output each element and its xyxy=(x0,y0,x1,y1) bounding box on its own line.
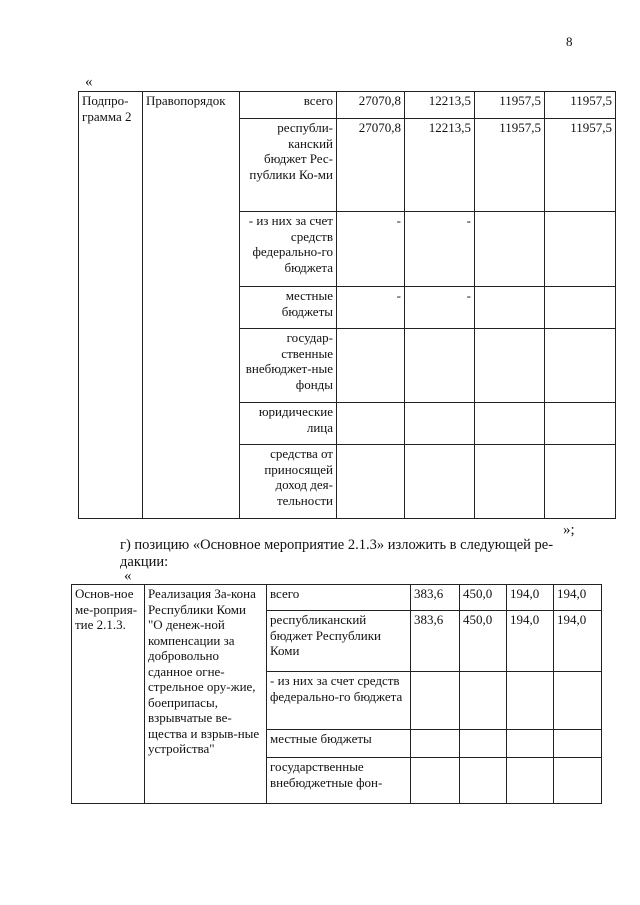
table-cell xyxy=(507,758,554,804)
table-cell xyxy=(475,445,545,519)
table-cell: государ-ственные внебюджет-ные фонды xyxy=(240,329,337,403)
table-cell xyxy=(460,730,507,758)
table-cell xyxy=(337,403,405,445)
table-cell xyxy=(475,403,545,445)
table-cell xyxy=(545,445,616,519)
table-cell: всего xyxy=(267,585,411,611)
table-cell: республи-канский бюджет Рес-публики Ко-ми xyxy=(240,119,337,212)
table-cell: 11957,5 xyxy=(475,92,545,119)
subprogram-cell: Подпро-грамма 2 xyxy=(79,92,143,519)
table-cell: - из них за счет средств федерально-го бюджета xyxy=(240,212,337,287)
table-cell: местные бюджеты xyxy=(240,287,337,329)
table-cell xyxy=(554,758,602,804)
table-cell: 383,6 xyxy=(411,611,460,672)
table-cell xyxy=(411,758,460,804)
table-cell: всего xyxy=(240,92,337,119)
table-cell: 11957,5 xyxy=(545,119,616,212)
table-cell: республиканский бюджет Республики Коми xyxy=(267,611,411,672)
open-quote-1: « xyxy=(85,74,93,90)
table-subprogram-2 xyxy=(78,91,616,519)
table-cell xyxy=(545,212,616,287)
table-cell: 11957,5 xyxy=(545,92,616,119)
table-cell xyxy=(545,403,616,445)
table-cell xyxy=(405,403,475,445)
table-cell: 383,6 xyxy=(411,585,460,611)
table-cell: - xyxy=(337,212,405,287)
table-cell xyxy=(475,212,545,287)
table-cell: - xyxy=(337,287,405,329)
open-quote-2: « xyxy=(124,568,132,584)
page-number: 8 xyxy=(566,34,573,49)
table-cell: государственные внебюджетные фон- xyxy=(267,758,411,804)
table-cell: средства от приносящей доход дея-тельности xyxy=(240,445,337,519)
table-cell: 27070,8 xyxy=(337,119,405,212)
table-cell xyxy=(405,445,475,519)
table-cell xyxy=(460,758,507,804)
table-cell: 194,0 xyxy=(507,585,554,611)
table-measure-2-1-3 xyxy=(71,584,602,804)
table-cell: 450,0 xyxy=(460,611,507,672)
table-cell: 194,0 xyxy=(507,611,554,672)
table-cell: 12213,5 xyxy=(405,119,475,212)
table-cell: 450,0 xyxy=(460,585,507,611)
table-cell: юридические лица xyxy=(240,403,337,445)
table-cell xyxy=(554,730,602,758)
table-cell xyxy=(337,329,405,403)
measure-name: Реализация За-кона Республики Коми "О денеж-ной компенсации за добровольно сданное огне-стрельное ору-жие, боеприпасы, взрывчатые ве-щества и взрыв-ные устройства" xyxy=(145,585,267,804)
table-cell xyxy=(475,287,545,329)
table-cell: - xyxy=(405,212,475,287)
table-cell: 194,0 xyxy=(554,611,602,672)
table-cell: 12213,5 xyxy=(405,92,475,119)
table-cell xyxy=(337,445,405,519)
table-cell xyxy=(545,287,616,329)
table-cell: - xyxy=(405,287,475,329)
table-cell xyxy=(475,329,545,403)
table-cell: 11957,5 xyxy=(475,119,545,212)
table-cell xyxy=(411,730,460,758)
subprogram-name: Правопорядок xyxy=(143,92,240,519)
table-cell: - из них за счет средств федерально-го бюджета xyxy=(267,672,411,730)
table-cell: 27070,8 xyxy=(337,92,405,119)
table-cell: 194,0 xyxy=(554,585,602,611)
table-cell xyxy=(460,672,507,730)
table-cell xyxy=(411,672,460,730)
table-cell: местные бюджеты xyxy=(267,730,411,758)
measure-cell: Основ-ное ме-роприя-тие 2.1.3. xyxy=(72,585,145,804)
instruction-paragraph: г) позицию «Основное мероприятие 2.1.3» изложить в следующей ре-дакции: xyxy=(120,537,554,570)
close-quote: »; xyxy=(563,522,575,538)
table-cell xyxy=(545,329,616,403)
table-cell xyxy=(507,730,554,758)
table-cell xyxy=(507,672,554,730)
table-cell xyxy=(405,329,475,403)
table-cell xyxy=(554,672,602,730)
